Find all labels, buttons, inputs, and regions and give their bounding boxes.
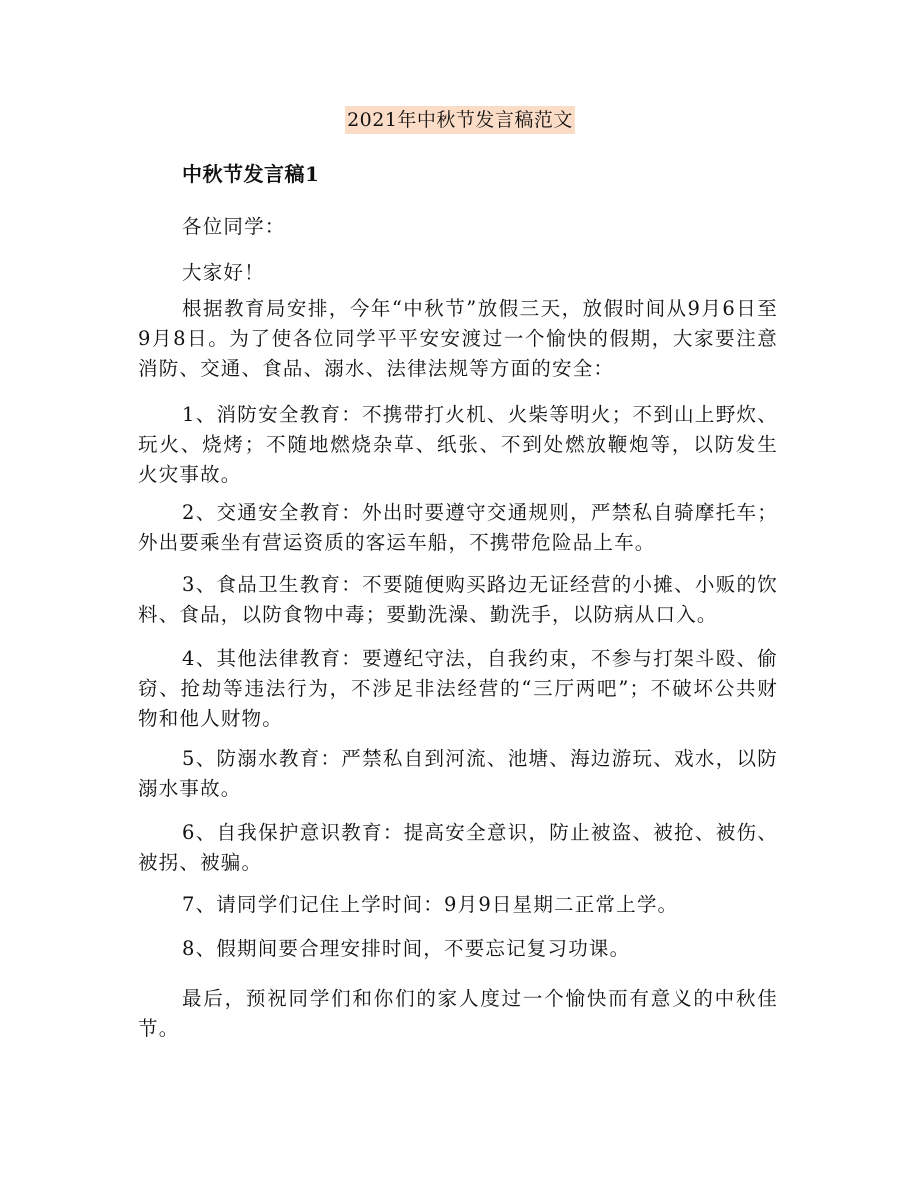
- paragraph-item-8: 8、假期间要合理安排时间，不要忘记复习功课。: [182, 937, 631, 960]
- paragraph-item-6: 6、自我保护意识教育：提高安全意识，防止被盗、被抢、被伤、被拐、被骗。: [138, 821, 778, 874]
- paragraph-hello: 大家好！: [182, 261, 265, 284]
- paragraph-item-2: 2、交通安全教育：外出时要遵守交通规则，严禁私自骑摩托车；外出要乘坐有营运资质的客运车船，不携带危险品上车。: [138, 501, 778, 554]
- paragraph-greeting: 各位同学：: [182, 215, 286, 238]
- paragraph-item-7: 7、请同学们记住上学时间：9月9日星期二正常上学。: [182, 893, 679, 916]
- paragraph-intro: 根据教育局安排，今年“中秋节”放假三天，放假时间从9月6日至9月8日。为了使各位同学平平安安渡过一个愉快的假期，大家要注意消防、交通、食品、溺水、法律法规等方面的安全：: [138, 297, 778, 380]
- section-heading: 中秋节发言稿1: [182, 162, 320, 186]
- paragraph-item-1: 1、消防安全教育：不携带打火机、火柴等明火；不到山上野炊、玩火、烧烤；不随地燃烧杂草、纸张、不到处燃放鞭炮等，以防发生火灾事故。: [138, 403, 778, 486]
- title-container: [0, 106, 920, 134]
- document-title: 2021年中秋节发言稿范文: [345, 106, 575, 134]
- paragraph-item-4: 4、其他法律教育：要遵纪守法，自我约束，不参与打架斗殴、偷窃、抢劫等违法行为，不涉足非法经营的“三厅两吧”；不破坏公共财物和他人财物。: [138, 647, 778, 730]
- paragraph-item-5: 5、防溺水教育：严禁私自到河流、池塘、海边游玩、戏水，以防溺水事故。: [138, 747, 778, 800]
- paragraph-closing: 最后，预祝同学们和你们的家人度过一个愉快而有意义的中秋佳节。: [138, 987, 778, 1040]
- paragraph-item-3: 3、食品卫生教育：不要随便购买路边无证经营的小摊、小贩的饮料、食品，以防食物中毒；要勤洗澡、勤洗手，以防病从口入。: [138, 573, 778, 626]
